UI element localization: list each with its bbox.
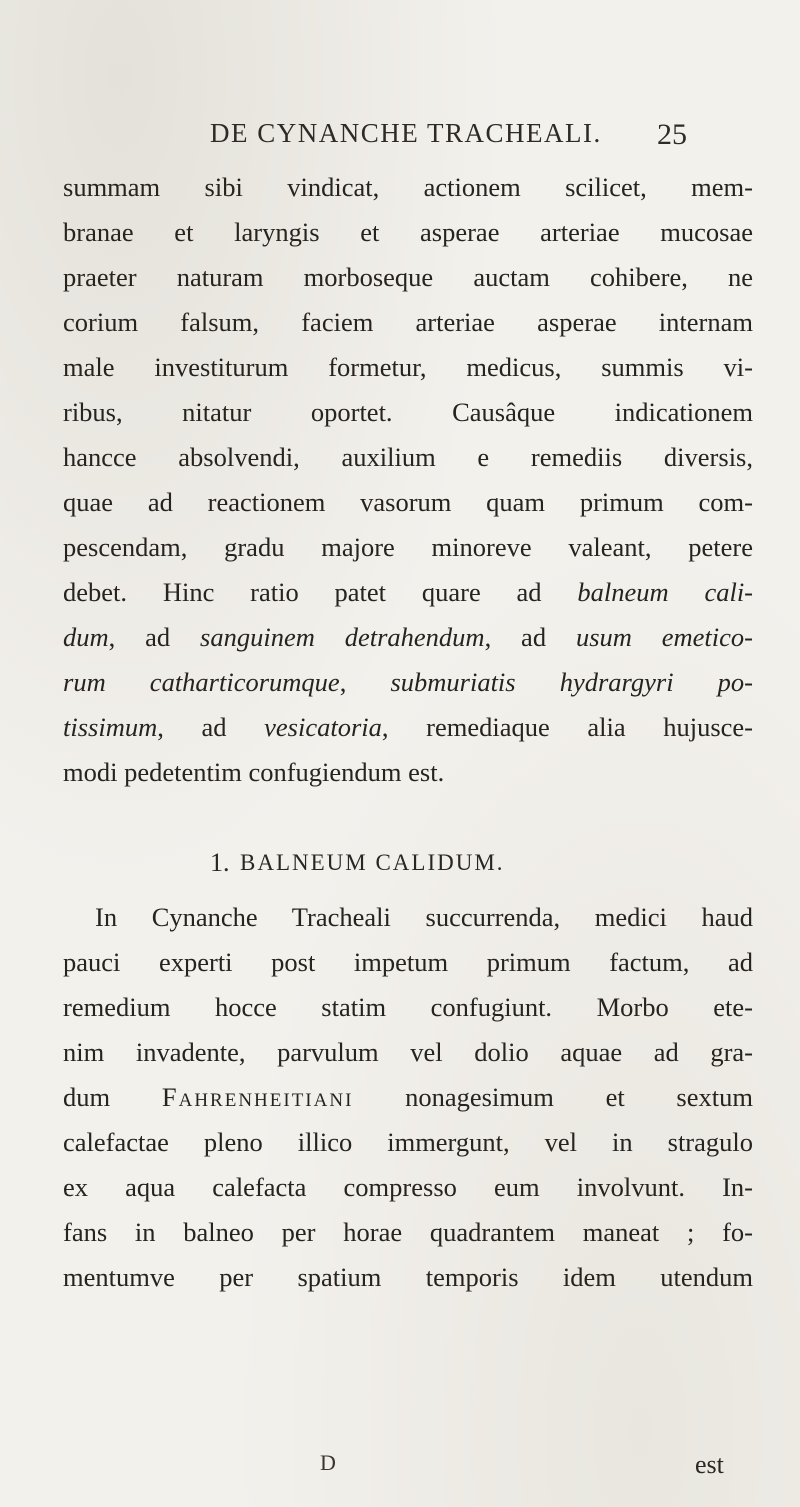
text-line: modi pedetentim confugiendum est. — [63, 757, 445, 787]
italic-term: sanguinem detrahendum — [200, 622, 485, 652]
italic-term: rum catharticorumque — [63, 667, 340, 697]
text-run: , ad — [484, 622, 576, 652]
italic-term: tissimum — [63, 712, 158, 742]
text-line: In Cynanche Tracheali succurrenda, medici haud — [95, 902, 753, 932]
text-line: remedium hocce statim confugiunt. Morbo ete- — [63, 992, 753, 1022]
text-line: summam sibi vindicat, actionem scilicet, mem- — [63, 172, 753, 202]
italic-term: submuriatis hydrargyri po- — [390, 667, 753, 697]
italic-term: balneum cali- — [577, 577, 754, 607]
page-number: 25 — [657, 118, 687, 151]
text-line: ribus, nitatur oportet. Causâque indicationem — [63, 397, 753, 427]
text-run: , remediaque alia hujusce- — [381, 712, 754, 742]
text-line — [63, 570, 753, 615]
text-line: corium falsum, faciem arteriae asperae internam — [63, 307, 753, 337]
text-line: fans in balneo per horae quadrantem maneat ; fo- — [63, 1217, 753, 1247]
signature-mark: D — [320, 1450, 336, 1475]
text-run: debet. Hinc ratio patet quare ad — [63, 577, 578, 607]
paragraph-continued — [63, 165, 753, 795]
text-run: , ad — [108, 622, 201, 652]
catchword: est — [695, 1450, 724, 1479]
text-line: branae et laryngis et asperae arteriae mucosae — [63, 217, 753, 247]
section-number: 1. — [210, 848, 230, 877]
text-line: quae ad reactionem vasorum quam primum com- — [63, 487, 753, 517]
smallcaps-term: Fahrenheitiani — [161, 1082, 354, 1112]
running-head: DE CYNANCHE TRACHEALI. — [210, 118, 602, 148]
text-line — [63, 660, 753, 705]
text-line — [63, 1075, 753, 1120]
italic-term: dum — [63, 622, 109, 652]
text-line — [63, 705, 753, 750]
text-line: hancce absolvendi, auxilium e remediis diversis, — [63, 442, 753, 472]
paragraph-balneum — [63, 895, 753, 1300]
text-run: , ad — [157, 712, 265, 742]
italic-term: usum emetico- — [575, 622, 753, 652]
text-line: praeter naturam morboseque auctam cohibere, ne — [63, 262, 753, 292]
text-line: ex aqua calefacta compresso eum involvunt. In- — [63, 1172, 753, 1202]
page-footer — [0, 1450, 800, 1490]
italic-term: vesicatoria — [264, 712, 382, 742]
text-line: male investiturum formetur, medicus, summis vi- — [63, 352, 753, 382]
text-line: pauci experti post impetum primum factum, ad — [63, 947, 753, 977]
text-line — [63, 615, 753, 660]
text-line: nim invadente, parvulum vel dolio aquae ad gra- — [63, 1037, 753, 1067]
text-run: , — [339, 667, 391, 697]
text-line: calefactae pleno illico immergunt, vel in stragulo — [63, 1127, 753, 1157]
text-run: dum — [63, 1082, 162, 1112]
text-line: mentumve per spatium temporis idem utendum — [63, 1262, 753, 1292]
text-run: nonagesimum et sextum — [353, 1082, 753, 1112]
section-title: BALNEUM CALIDUM. — [240, 850, 505, 875]
page-header — [0, 118, 800, 158]
text-line: pescendam, gradu majore minoreve valeant, petere — [63, 532, 753, 562]
section-heading — [0, 848, 800, 888]
